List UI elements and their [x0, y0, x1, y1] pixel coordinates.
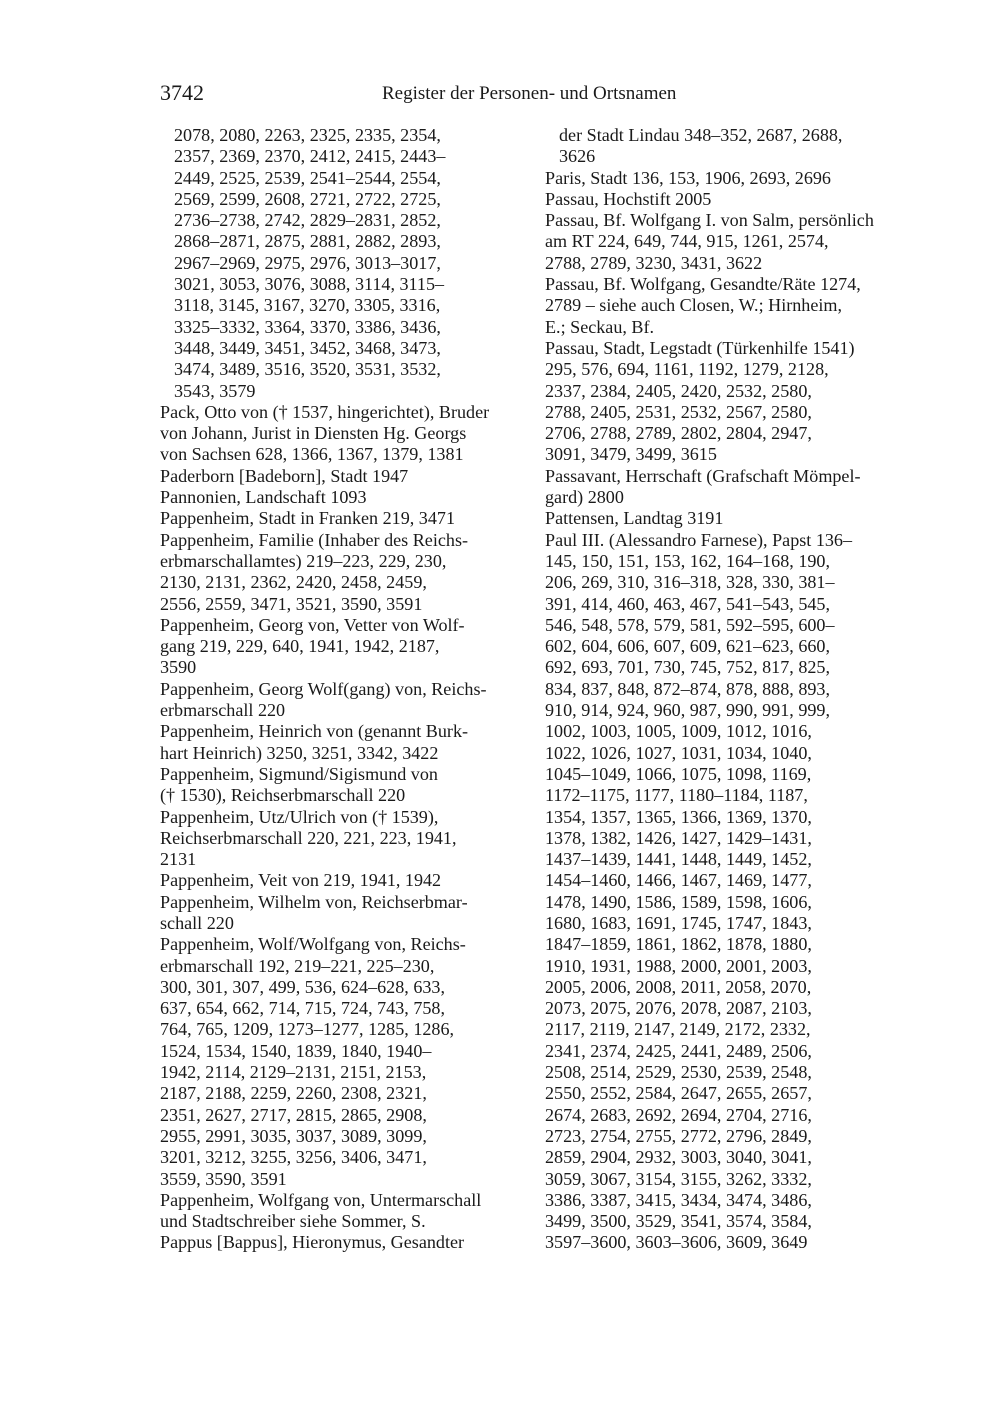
index-entry-line: 3325–3332, 3364, 3370, 3386, 3436,	[174, 316, 441, 337]
index-entry-line: 910, 914, 924, 960, 987, 990, 991, 999,	[545, 700, 830, 721]
index-entry	[545, 530, 899, 1254]
index-entry-line: 1022, 1026, 1027, 1031, 1034, 1040,	[545, 742, 812, 763]
index-entry	[160, 508, 514, 529]
index-entry	[160, 934, 514, 1190]
page-header	[160, 80, 890, 108]
index-entry-line: 3118, 3145, 3167, 3270, 3305, 3316,	[174, 295, 441, 316]
index-entry-line: Pappus [Bappus], Hieronymus, Gesandter	[160, 1232, 465, 1253]
index-entry-line: Paderborn [Badeborn], Stadt 1947	[160, 465, 409, 486]
index-entry	[160, 721, 514, 764]
index-entry	[160, 807, 514, 871]
index-entry-line: Pappenheim, Utz/Ulrich von († 1539),	[160, 806, 439, 827]
index-entry-line: 2556, 2559, 3471, 3521, 3590, 3591	[160, 593, 423, 614]
index-entry-line: 2955, 2991, 3035, 3037, 3089, 3099,	[160, 1125, 427, 1146]
index-entry	[160, 870, 514, 891]
index-entry-line: Pannonien, Landschaft 1093	[160, 487, 367, 508]
index-entry-line: 2788, 2405, 2531, 2532, 2567, 2580,	[545, 401, 812, 422]
index-entry-line: 2449, 2525, 2539, 2541–2544, 2554,	[174, 167, 441, 188]
index-entry-line: Pappenheim, Wilhelm von, Reichserbmar-	[160, 891, 468, 912]
index-entry-continuation	[545, 125, 899, 168]
index-entry-line: gang 219, 229, 640, 1941, 1942, 2187,	[160, 636, 440, 657]
index-entry-line: Pappenheim, Wolfgang von, Untermarschall	[160, 1189, 482, 1210]
index-entry-line: 1680, 1683, 1691, 1745, 1747, 1843,	[545, 912, 812, 933]
index-entry-line: 2723, 2754, 2755, 2772, 2796, 2849,	[545, 1125, 812, 1146]
index-entry-line: 2130, 2131, 2362, 2420, 2458, 2459,	[160, 572, 427, 593]
index-entry-line: Passau, Bf. Wolfgang, Gesandte/Räte 1274,	[545, 274, 861, 295]
index-entry	[160, 1232, 514, 1253]
index-entry	[160, 1190, 514, 1233]
index-entry-line: Pappenheim, Familie (Inhaber des Reichs-	[160, 529, 469, 550]
index-entry	[545, 466, 899, 509]
index-entry	[545, 274, 899, 338]
index-entry-line: 1478, 1490, 1586, 1589, 1598, 1606,	[545, 891, 812, 912]
index-entry-line: 2569, 2599, 2608, 2721, 2722, 2725,	[174, 188, 441, 209]
index-entry-line: 295, 576, 694, 1161, 1192, 1279, 2128,	[545, 359, 829, 380]
index-entry-line: Pappenheim, Georg Wolf(gang) von, Reichs-	[160, 678, 487, 699]
index-entry-line: 1437–1439, 1441, 1448, 1449, 1452,	[545, 849, 812, 870]
index-entry-line: 2706, 2788, 2789, 2802, 2804, 2947,	[545, 423, 812, 444]
index-entry-line: hart Heinrich) 3250, 3251, 3342, 3422	[160, 742, 439, 763]
index-entry-line: 2337, 2384, 2405, 2420, 2532, 2580,	[545, 380, 812, 401]
index-entry-continuation	[160, 125, 514, 402]
index-entry-line: Passau, Stadt, Legstadt (Türkenhilfe 1541)	[545, 337, 855, 358]
index-entry-line: am RT 224, 649, 744, 915, 1261, 2574,	[545, 231, 829, 252]
index-entry-line: der Stadt Lindau 348–352, 2687, 2688,	[559, 125, 843, 145]
index-entry-line: 300, 301, 307, 499, 536, 624–628, 633,	[160, 976, 445, 997]
index-column-right	[545, 125, 899, 1254]
index-entry-line: von Sachsen 628, 1366, 1367, 1379, 1381	[160, 444, 464, 465]
index-entry-line: 2736–2738, 2742, 2829–2831, 2852,	[174, 210, 441, 231]
index-entry-line: 2341, 2374, 2425, 2441, 2489, 2506,	[545, 1040, 812, 1061]
index-entry	[545, 338, 899, 466]
index-entry-line: 1378, 1382, 1426, 1427, 1429–1431,	[545, 827, 812, 848]
index-entry-line: 391, 414, 460, 463, 467, 541–543, 545,	[545, 593, 830, 614]
index-entry-line: 1910, 1931, 1988, 2000, 2001, 2003,	[545, 955, 812, 976]
index-entry-line: 637, 654, 662, 714, 715, 724, 743, 758,	[160, 998, 445, 1019]
index-entry-line: 2187, 2188, 2259, 2260, 2308, 2321,	[160, 1083, 427, 1104]
index-entry	[545, 189, 899, 210]
index-entry-line: 2078, 2080, 2263, 2325, 2335, 2354,	[174, 125, 441, 145]
index-entry-line: 2351, 2627, 2717, 2815, 2865, 2908,	[160, 1104, 427, 1125]
index-entry-line: 1002, 1003, 1005, 1009, 1012, 1016,	[545, 721, 812, 742]
index-entry-line: 2131	[160, 849, 197, 870]
index-entry-line: 2550, 2552, 2584, 2647, 2655, 2657,	[545, 1083, 812, 1104]
index-entry-line: 1045–1049, 1066, 1075, 1098, 1169,	[545, 763, 812, 784]
index-entry-line: Reichserbmarschall 220, 221, 223, 1941,	[160, 827, 457, 848]
index-entry-line: 2859, 2904, 2932, 3003, 3040, 3041,	[545, 1147, 812, 1168]
index-entry-line: Passavant, Herrschaft (Grafschaft Mömpel-	[545, 465, 861, 486]
index-entry-line: 3474, 3489, 3516, 3520, 3531, 3532,	[174, 359, 441, 380]
index-entry-line: Paris, Stadt 136, 153, 1906, 2693, 2696	[545, 167, 831, 188]
index-entry-line: 1942, 2114, 2129–2131, 2151, 2153,	[160, 1062, 427, 1083]
index-entry-line: 1454–1460, 1466, 1467, 1469, 1477,	[545, 870, 812, 891]
index-entry-line: 2789 – siehe auch Closen, W.; Hirnheim,	[545, 295, 843, 316]
index-entry	[545, 210, 899, 274]
index-entry-line: 2073, 2075, 2076, 2078, 2087, 2103,	[545, 998, 812, 1019]
index-entry-line: Paul III. (Alessandro Farnese), Papst 136–	[545, 529, 853, 550]
index-entry-line: 3448, 3449, 3451, 3452, 3468, 3473,	[174, 337, 441, 358]
index-entry-line: 3597–3600, 3603–3606, 3609, 3649	[545, 1232, 808, 1253]
index-entry-line: 1354, 1357, 1365, 1366, 1369, 1370,	[545, 806, 812, 827]
index-entry	[160, 615, 514, 679]
index-entry-line: 3543, 3579	[174, 380, 256, 401]
index-entry-line: 2868–2871, 2875, 2881, 2882, 2893,	[174, 231, 441, 252]
index-entry-line: Pappenheim, Wolf/Wolfgang von, Reichs-	[160, 934, 466, 955]
index-entry-line: 145, 150, 151, 153, 162, 164–168, 190,	[545, 550, 830, 571]
index-entry-line: Passau, Hochstift 2005	[545, 188, 712, 209]
index-entry-line: 3386, 3387, 3415, 3434, 3474, 3486,	[545, 1189, 812, 1210]
index-entry-line: Pappenheim, Stadt in Franken 219, 3471	[160, 508, 455, 529]
index-entry	[545, 508, 899, 529]
index-entry-line: 1172–1175, 1177, 1180–1184, 1187,	[545, 785, 808, 806]
index-entry	[160, 466, 514, 487]
index-entry-line: gard) 2800	[545, 487, 624, 508]
index-entry-line: 2967–2969, 2975, 2976, 3013–3017,	[174, 252, 441, 273]
index-entry-line: 3499, 3500, 3529, 3541, 3574, 3584,	[545, 1211, 812, 1232]
index-entry-line: 2674, 2683, 2692, 2694, 2704, 2716,	[545, 1104, 812, 1125]
index-entry	[160, 487, 514, 508]
index-entry	[160, 530, 514, 615]
index-entry-line: 546, 548, 578, 579, 581, 592–595, 600–	[545, 614, 835, 635]
index-entry	[160, 679, 514, 722]
index-entry-line: und Stadtschreiber siehe Sommer, S.	[160, 1211, 426, 1232]
index-entry-line: 2117, 2119, 2147, 2149, 2172, 2332,	[545, 1019, 811, 1040]
index-entry-line: 3201, 3212, 3255, 3256, 3406, 3471,	[160, 1147, 427, 1168]
index-entry-line: 2508, 2514, 2529, 2530, 2539, 2548,	[545, 1062, 812, 1083]
index-entry-line: 3626	[559, 146, 596, 167]
index-entry-line: schall 220	[160, 912, 234, 933]
index-entry-line: 206, 269, 310, 316–318, 328, 330, 381–	[545, 572, 835, 593]
index-column-left	[160, 125, 514, 1254]
index-entry-line: erbmarschallamtes) 219–223, 229, 230,	[160, 550, 447, 571]
index-entry-line: Pattensen, Landtag 3191	[545, 508, 724, 529]
index-entry-line: Pappenheim, Sigmund/Sigismund von	[160, 763, 438, 784]
index-entry-line: 2357, 2369, 2370, 2412, 2415, 2443–	[174, 146, 446, 167]
index-entry-line: Pappenheim, Veit von 219, 1941, 1942	[160, 870, 442, 891]
page-number: 3742	[160, 80, 204, 105]
index-entry-line: († 1530), Reichserbmarschall 220	[160, 785, 406, 806]
index-entry-line: 692, 693, 701, 730, 745, 752, 817, 825,	[545, 657, 830, 678]
index-entry-line: Pack, Otto von († 1537, hingerichtet), Bruder	[160, 401, 490, 422]
index-entry-line: 2788, 2789, 3230, 3431, 3622	[545, 252, 763, 273]
index-entry-line: 3091, 3479, 3499, 3615	[545, 444, 717, 465]
running-head: Register der Personen- und Ortsnamen	[382, 83, 677, 104]
index-entry-line: 3590	[160, 657, 197, 678]
index-entry-line: Passau, Bf. Wolfgang I. von Salm, persönlich	[545, 210, 874, 231]
index-entry-line: 602, 604, 606, 607, 609, 621–623, 660,	[545, 636, 830, 657]
index-entry	[160, 892, 514, 935]
index-entry-line: E.; Seckau, Bf.	[545, 316, 655, 337]
index-entry-line: 3021, 3053, 3076, 3088, 3114, 3115–	[174, 274, 445, 295]
index-entry	[545, 168, 899, 189]
index-entry-line: 834, 837, 848, 872–874, 878, 888, 893,	[545, 678, 830, 699]
index-entry-line: 1524, 1534, 1540, 1839, 1840, 1940–	[160, 1040, 432, 1061]
index-entry-line: 2005, 2006, 2008, 2011, 2058, 2070,	[545, 976, 812, 997]
index-entry-line: von Johann, Jurist in Diensten Hg. Georgs	[160, 423, 467, 444]
index-entry-line: Pappenheim, Georg von, Vetter von Wolf-	[160, 614, 465, 635]
index-entry-line: Pappenheim, Heinrich von (genannt Burk-	[160, 721, 469, 742]
index-entry-line: 1847–1859, 1861, 1862, 1878, 1880,	[545, 934, 812, 955]
index-entry-line: erbmarschall 192, 219–221, 225–230,	[160, 955, 435, 976]
index-entry-line: 764, 765, 1209, 1273–1277, 1285, 1286,	[160, 1019, 455, 1040]
index-entry-line: 3059, 3067, 3154, 3155, 3262, 3332,	[545, 1168, 812, 1189]
index-entry	[160, 402, 514, 466]
index-entry-line: erbmarschall 220	[160, 700, 286, 721]
index-entry	[160, 764, 514, 807]
index-entry-line: 3559, 3590, 3591	[160, 1168, 287, 1189]
